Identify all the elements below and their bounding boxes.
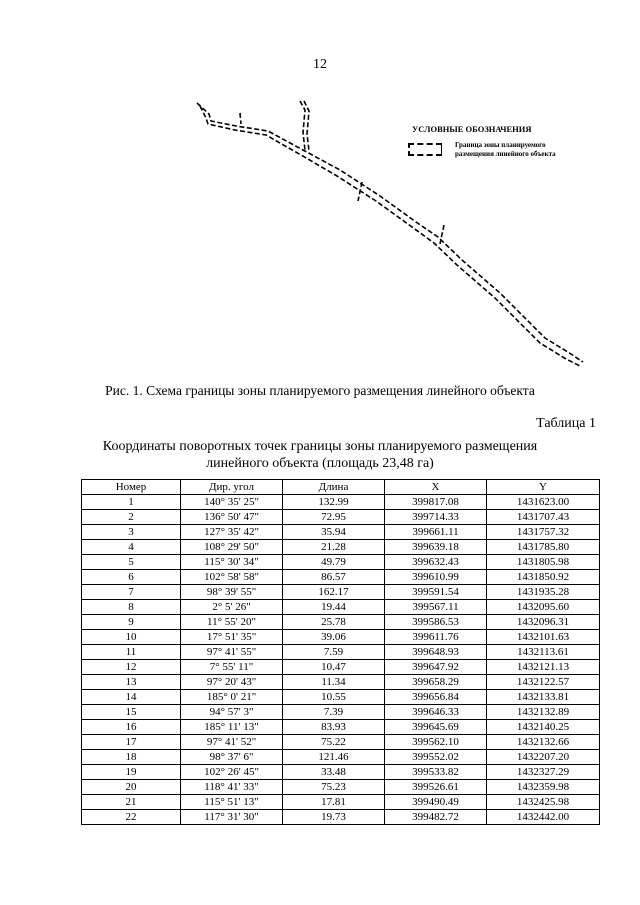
table-cell: 1431850.92 xyxy=(487,570,600,585)
table-cell: 21.28 xyxy=(283,540,385,555)
table-cell: 19.44 xyxy=(283,600,385,615)
table-cell: 1432132.89 xyxy=(487,705,600,720)
table-cell: 15 xyxy=(82,705,181,720)
coordinates-table xyxy=(81,479,600,825)
table-cell: 8 xyxy=(82,600,181,615)
table-cell: 11° 55' 20" xyxy=(181,615,283,630)
table-cell: 399586.53 xyxy=(385,615,487,630)
table-cell: 399639.18 xyxy=(385,540,487,555)
table-cell: 115° 51' 13" xyxy=(181,795,283,810)
table-cell: 11.34 xyxy=(283,675,385,690)
table-cell: 399817.08 xyxy=(385,495,487,510)
column-header: X xyxy=(385,480,487,495)
table-cell: 5 xyxy=(82,555,181,570)
table-cell: 25.78 xyxy=(283,615,385,630)
legend-line-1: Граница зоны планируемого xyxy=(455,141,546,149)
table-cell: 35.94 xyxy=(283,525,385,540)
table-row xyxy=(82,735,600,750)
table-cell: 399526.61 xyxy=(385,780,487,795)
table-cell: 1431785.80 xyxy=(487,540,600,555)
table-cell: 9 xyxy=(82,615,181,630)
legend-line-2: размещения линейного объекта xyxy=(455,150,556,158)
table-cell: 1432122.57 xyxy=(487,675,600,690)
table-cell: 10.47 xyxy=(283,660,385,675)
table-row xyxy=(82,510,600,525)
table-cell: 399562.10 xyxy=(385,735,487,750)
table-cell: 118° 41' 33" xyxy=(181,780,283,795)
table-cell: 1432425.98 xyxy=(487,795,600,810)
table-cell: 185° 0' 21" xyxy=(181,690,283,705)
table-cell: 399533.82 xyxy=(385,765,487,780)
table-cell: 399611.76 xyxy=(385,630,487,645)
table-cell: 1432121.13 xyxy=(487,660,600,675)
table-cell: 33.48 xyxy=(283,765,385,780)
table-cell: 98° 37' 6" xyxy=(181,750,283,765)
table-cell: 7° 55' 11" xyxy=(181,660,283,675)
table-cell: 1432101.63 xyxy=(487,630,600,645)
table-cell: 19.73 xyxy=(283,810,385,825)
table-cell: 102° 26' 45" xyxy=(181,765,283,780)
table-row xyxy=(82,705,600,720)
table-cell: 399648.93 xyxy=(385,645,487,660)
table-cell: 1431623.00 xyxy=(487,495,600,510)
table-cell: 97° 20' 43" xyxy=(181,675,283,690)
table-cell: 6 xyxy=(82,570,181,585)
page-number: 12 xyxy=(313,57,327,72)
table-cell: 1432442.00 xyxy=(487,810,600,825)
table-cell: 1431935.28 xyxy=(487,585,600,600)
table-cell: 98° 39' 55" xyxy=(181,585,283,600)
table-cell: 13 xyxy=(82,675,181,690)
table-cell: 2 xyxy=(82,510,181,525)
table-cell: 7 xyxy=(82,585,181,600)
table-cell: 1431805.98 xyxy=(487,555,600,570)
table-cell: 97° 41' 52" xyxy=(181,735,283,750)
table-cell: 399647.92 xyxy=(385,660,487,675)
table-row xyxy=(82,555,600,570)
table-row xyxy=(82,540,600,555)
table-cell: 75.22 xyxy=(283,735,385,750)
table-title-line-2: линейного объекта (площадь 23,48 га) xyxy=(206,456,434,471)
legend-title: УСЛОВНЫЕ ОБОЗНАЧЕНИЯ xyxy=(412,124,532,134)
table-cell: 49.79 xyxy=(283,555,385,570)
table-cell: 132.99 xyxy=(283,495,385,510)
table-cell: 399714.33 xyxy=(385,510,487,525)
table-cell: 17° 51' 35" xyxy=(181,630,283,645)
column-header: Длина xyxy=(283,480,385,495)
table-cell: 4 xyxy=(82,540,181,555)
table-cell: 117° 31' 30" xyxy=(181,810,283,825)
table-row xyxy=(82,720,600,735)
table-cell: 399482.72 xyxy=(385,810,487,825)
table-cell: 10 xyxy=(82,630,181,645)
table-cell: 1432140.25 xyxy=(487,720,600,735)
table-cell: 86.57 xyxy=(283,570,385,585)
table-row xyxy=(82,645,600,660)
table-cell: 10.55 xyxy=(283,690,385,705)
table-cell: 18 xyxy=(82,750,181,765)
table-cell: 399646.33 xyxy=(385,705,487,720)
table-cell: 140° 35' 25" xyxy=(181,495,283,510)
table-label: Таблица 1 xyxy=(536,416,596,431)
table-row xyxy=(82,780,600,795)
table-row xyxy=(82,525,600,540)
table-cell: 1432096.31 xyxy=(487,615,600,630)
table-cell: 19 xyxy=(82,765,181,780)
table-cell: 17 xyxy=(82,735,181,750)
legend-description xyxy=(455,141,556,159)
table-cell: 399567.11 xyxy=(385,600,487,615)
table-row xyxy=(82,660,600,675)
table-cell: 108° 29' 50" xyxy=(181,540,283,555)
table-cell: 97° 41' 55" xyxy=(181,645,283,660)
table-cell: 2° 5' 26" xyxy=(181,600,283,615)
table-cell: 7.59 xyxy=(283,645,385,660)
column-header: Дир. угол xyxy=(181,480,283,495)
column-header: Y xyxy=(487,480,600,495)
table-row xyxy=(82,765,600,780)
table-cell: 1432095.60 xyxy=(487,600,600,615)
table-cell: 1431757.32 xyxy=(487,525,600,540)
table-cell: 1 xyxy=(82,495,181,510)
table-cell: 75.23 xyxy=(283,780,385,795)
table-row xyxy=(82,495,600,510)
table-row xyxy=(82,810,600,825)
table-cell: 1432113.61 xyxy=(487,645,600,660)
figure-caption: Рис. 1. Схема границы зоны планируемого размещения линейного объекта xyxy=(105,383,535,398)
table-cell: 72.95 xyxy=(283,510,385,525)
table-cell: 83.93 xyxy=(283,720,385,735)
table-row xyxy=(82,675,600,690)
table-cell: 16 xyxy=(82,720,181,735)
boundary-spur-west xyxy=(240,113,241,124)
legend-boundary-symbol xyxy=(408,143,442,156)
table-cell: 399610.99 xyxy=(385,570,487,585)
table-cell: 1431707.43 xyxy=(487,510,600,525)
table-cell: 399658.29 xyxy=(385,675,487,690)
table-cell: 127° 35' 42" xyxy=(181,525,283,540)
table-cell: 121.46 xyxy=(283,750,385,765)
table-cell: 136° 50' 47" xyxy=(181,510,283,525)
table-title xyxy=(0,438,640,472)
column-header: Номер xyxy=(82,480,181,495)
table-cell: 115° 30' 34" xyxy=(181,555,283,570)
boundary-scheme-map xyxy=(185,92,595,382)
table-cell: 185° 11' 13" xyxy=(181,720,283,735)
table-cell: 94° 57' 3" xyxy=(181,705,283,720)
table-cell: 3 xyxy=(82,525,181,540)
table-cell: 11 xyxy=(82,645,181,660)
table-row xyxy=(82,615,600,630)
table-cell: 20 xyxy=(82,780,181,795)
boundary-branch-north xyxy=(300,101,305,150)
table-cell: 7.39 xyxy=(283,705,385,720)
table-row xyxy=(82,570,600,585)
table-cell: 22 xyxy=(82,810,181,825)
table-cell: 399591.54 xyxy=(385,585,487,600)
table-cell: 21 xyxy=(82,795,181,810)
table-cell: 399645.69 xyxy=(385,720,487,735)
table-cell: 399490.49 xyxy=(385,795,487,810)
table-cell: 14 xyxy=(82,690,181,705)
table-cell: 17.81 xyxy=(283,795,385,810)
table-cell: 399632.43 xyxy=(385,555,487,570)
table-cell: 39.06 xyxy=(283,630,385,645)
table-row xyxy=(82,585,600,600)
table-cell: 1432207.20 xyxy=(487,750,600,765)
table-cell: 1432133.81 xyxy=(487,690,600,705)
table-cell: 12 xyxy=(82,660,181,675)
table-title-line-1: Координаты поворотных точек границы зоны планируемого размещения xyxy=(102,439,538,454)
table-cell: 162.17 xyxy=(283,585,385,600)
table-row xyxy=(82,690,600,705)
table-cell: 1432132.66 xyxy=(487,735,600,750)
table-cell: 1432359.98 xyxy=(487,780,600,795)
table-row xyxy=(82,750,600,765)
table-row xyxy=(82,600,600,615)
table-row xyxy=(82,630,600,645)
table-row xyxy=(82,795,600,810)
table-cell: 1432327.29 xyxy=(487,765,600,780)
table-cell: 399661.11 xyxy=(385,525,487,540)
table-cell: 399552.02 xyxy=(385,750,487,765)
table-header-row xyxy=(82,480,600,495)
table-cell: 399656.84 xyxy=(385,690,487,705)
table-cell: 102° 58' 58" xyxy=(181,570,283,585)
